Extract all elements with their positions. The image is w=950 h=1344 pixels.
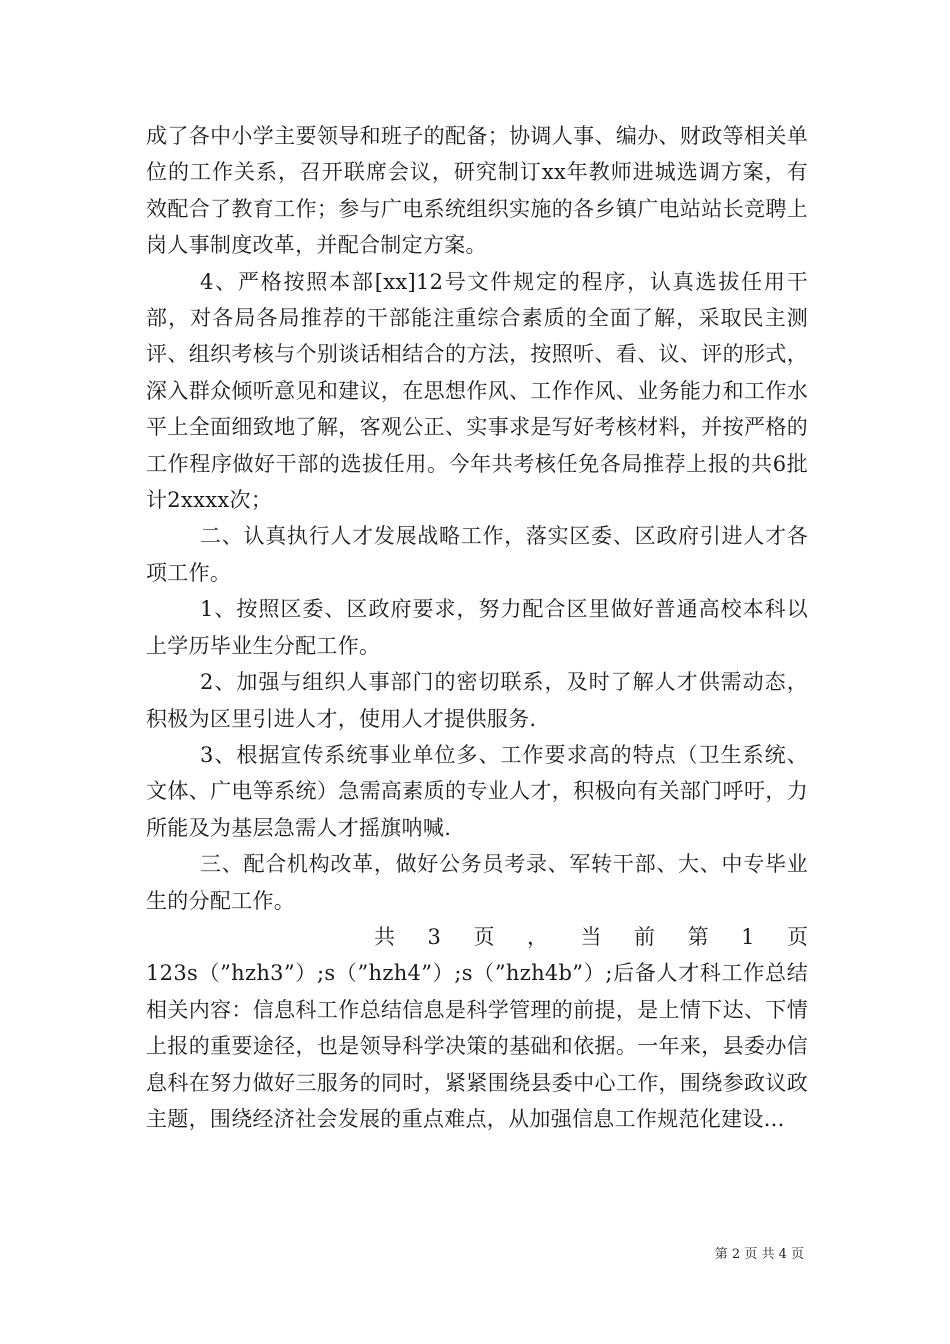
page-count-token: 3 (427, 924, 441, 949)
related-content-paragraph: 123s（”hzh3”）;s（”hzh4”）;s（”hzh4b”）;后备人才科工作总结相关内容：信息科工作总结信息是科学管理的前提，是上情下达、下情上报的重要途径，也是领导科学决策的基础和依据。一年来，县委办信息科在努力做好三服务的同时，紧紧围绕县委中心工作，围绕参政议政主题，围绕经济社会发展的重点难点，从加强信息工作规范化建设... (146, 961, 808, 1131)
page-footer: 第 2 页 共 4 页 (714, 1247, 804, 1262)
page-count-token: 共 (374, 924, 395, 949)
paragraph-item-2: 2、加强与组织人事部门的密切联系，及时了解人才供需动态，积极为区里引进人才，使用人才提供服务. (146, 670, 808, 731)
page-count-token: 第 (687, 924, 709, 949)
page-count-token: 1 (741, 924, 755, 949)
paragraph-section-2: 二、认真执行人才发展战略工作，落实区委、区政府引进人才各项工作。 (146, 524, 808, 585)
page-count-token: 前 (634, 924, 656, 949)
paragraph-item-1: 1、按照区委、区政府要求，努力配合区里做好普通高校本科以上学历毕业生分配工作。 (146, 597, 808, 658)
page-count-line (146, 919, 808, 955)
page-count-token: 当 (580, 924, 602, 949)
page-count-token: 页 (473, 924, 495, 949)
document-body (146, 118, 808, 1137)
page-count-token: 页 (787, 924, 808, 949)
paragraph-continuation: 成了各中小学主要领导和班子的配备；协调人事、编办、财政等相关单位的工作关系，召开联席会议，研究制订xx年教师进城选调方案，有效配合了教育工作；参与广电系统组织实施的各乡镇广电站站长竞聘上岗人事制度改革，并配合制定方案。 (146, 124, 808, 258)
paragraph-item-3: 3、根据宣传系统事业单位多、工作要求高的特点（卫生系统、文体、广电等系统）急需高素质的专业人才，积极向有关部门呼吁，力所能及为基层急需人才摇旗呐喊. (146, 742, 808, 840)
paragraph-item-4: 4、严格按照本部[xx]12号文件规定的程序，认真选拔任用干部，对各局各局推荐的干部能注重综合素质的全面了解，采取民主测评、组织考核与个别谈话相结合的方法，按照听、看、议、评的形式，深入群众倾听意见和建议，在思想作风、工作作风、业务能力和工作水平上全面细致地了解，客观公正、实事求是写好考核材料，并按严格的工作程序做好干部的选拔任用。今年共考核任免各局推荐上报的共6批计2xxxx次； (146, 269, 808, 513)
page-count-token: ， (526, 924, 548, 949)
paragraph-section-3: 三、配合机构改革，做好公务员考录、军转干部、大、中专毕业生的分配工作。 (146, 852, 808, 913)
